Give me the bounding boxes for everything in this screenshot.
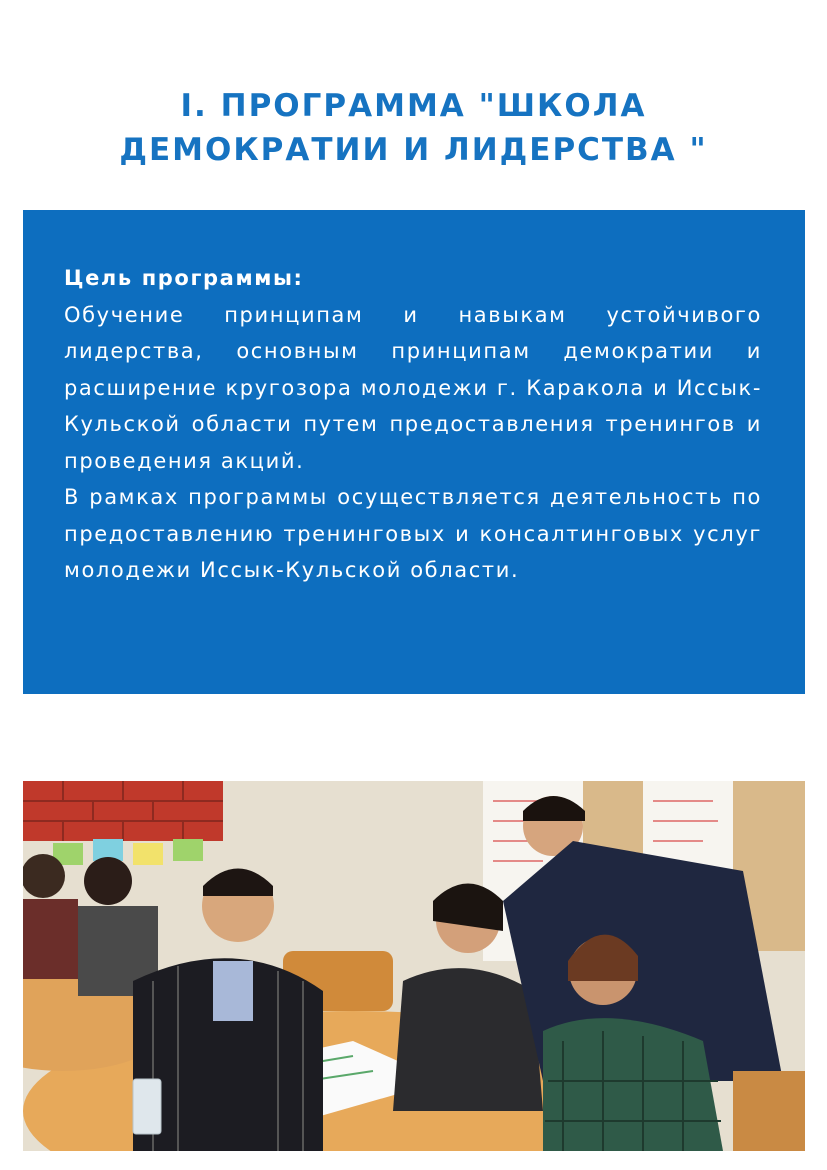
program-goal-heading: Цель программы: <box>64 266 304 290</box>
page-title-line-2: ДЕМОКРАТИИ И ЛИДЕРСТВА " <box>119 132 708 168</box>
training-photo <box>23 781 805 1151</box>
page-title <box>0 84 827 172</box>
program-info-box <box>23 210 805 694</box>
page-title-line-1: I. ПРОГРАММА "ШКОЛА <box>180 88 647 124</box>
program-info-text <box>64 260 762 589</box>
program-activity-paragraph: В рамках программы осуществляется деятельность по предоставлению тренинговых и консалтинговых услуг молодежи Иссык-Кульской области. <box>64 485 762 582</box>
program-goal-paragraph: Обучение принципам и навыкам устойчивого лидерства, основным принципам демократии и расширение кругозора молодежи г. Каракола и Иссык-Кульской области путем предоставления тренингов и проведения акций. <box>64 302 762 473</box>
